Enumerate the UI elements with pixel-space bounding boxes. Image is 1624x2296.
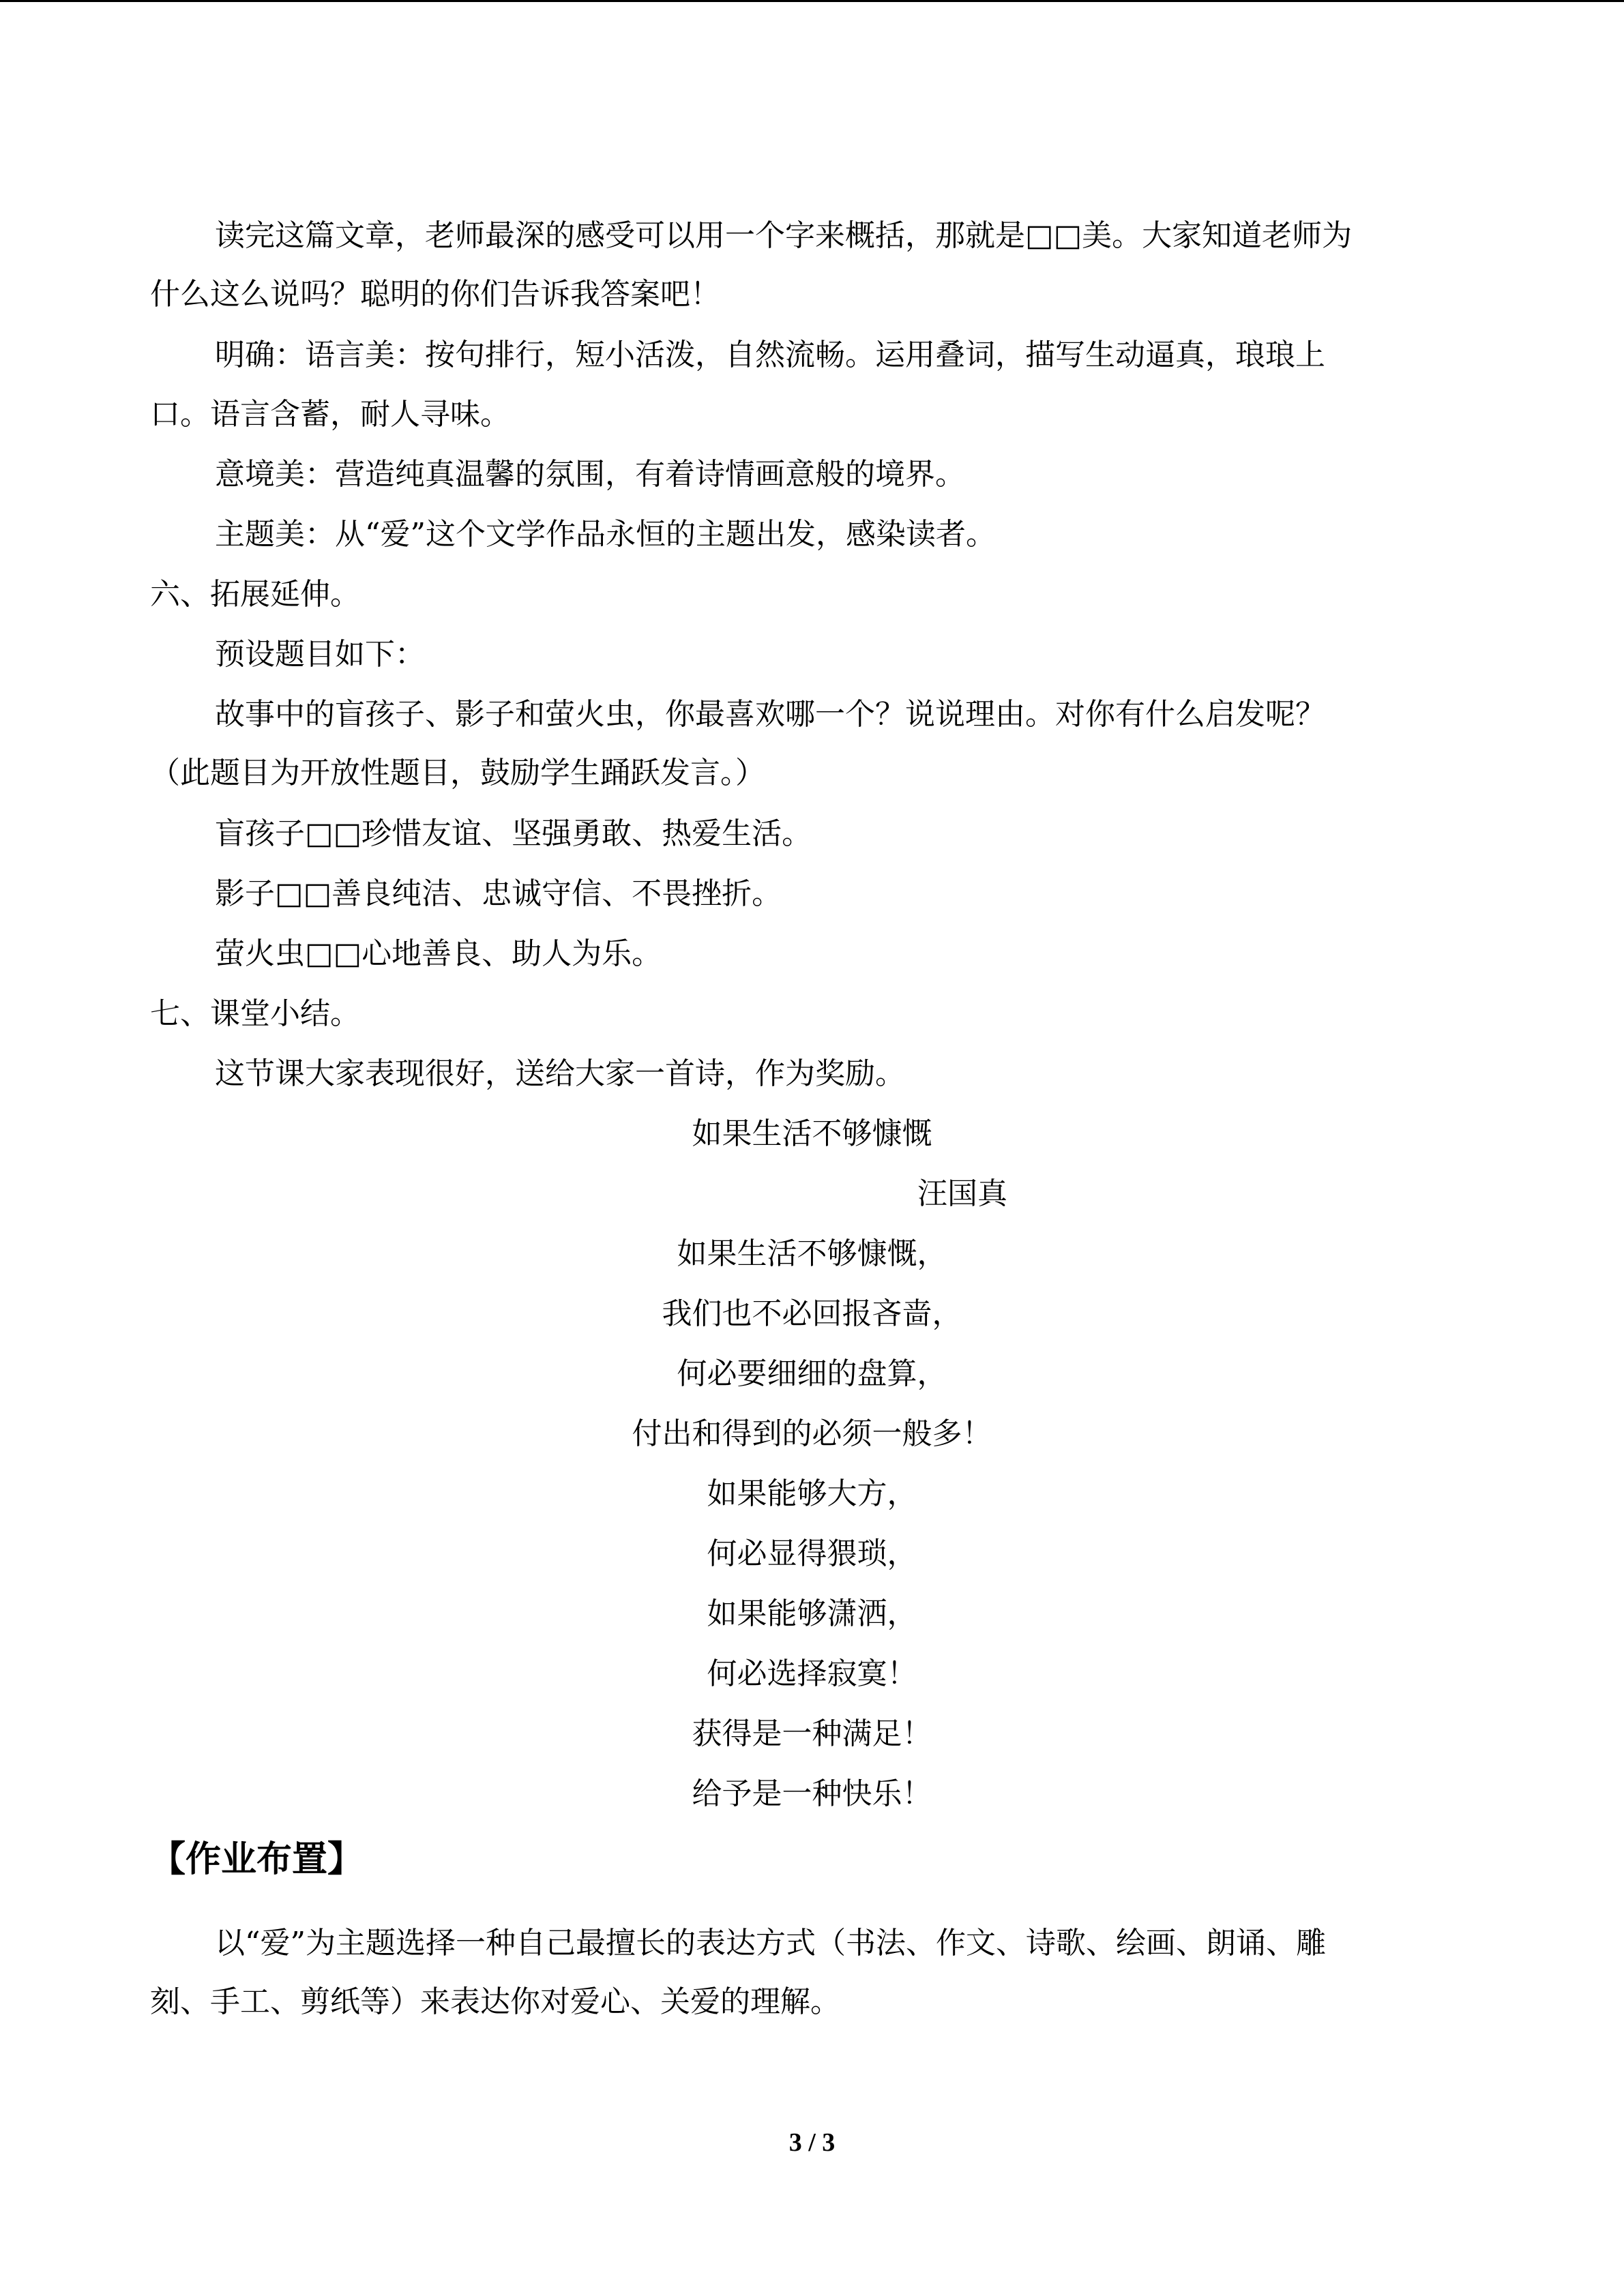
paragraph-intro-line2: 什么这么说吗？聪明的你们告诉我答案吧！ bbox=[150, 277, 720, 312]
poem-line: 何必显得猥琐， bbox=[707, 1536, 917, 1571]
paragraph-preset-question: 预设题目如下： bbox=[215, 637, 425, 672]
paragraph-language-line1: 明确：语言美：按句排行，短小活泼，自然流畅。运用叠词，描写生动逼真，琅琅上 bbox=[215, 338, 1325, 372]
paragraph-shadow: 影子□□善良纯洁、忠诚守信、不畏挫折。 bbox=[215, 876, 782, 911]
paragraph-firefly: 萤火虫□□心地善良、助人为乐。 bbox=[215, 936, 662, 971]
poem-line: 如果能够潇洒， bbox=[707, 1596, 917, 1631]
paragraph-question-line2: （此题目为开放性题目，鼓励学生踊跃发言。） bbox=[150, 756, 765, 790]
paragraph-intro-line1: 读完这篇文章，老师最深的感受可以用一个字来概括，那就是□□美。大家知道老师为 bbox=[215, 218, 1353, 253]
poem-line: 如果能够大方， bbox=[707, 1476, 917, 1511]
paragraph-language-line2: 口。语言含蓄，耐人寻味。 bbox=[150, 397, 510, 432]
homework-heading: 【作业布置】 bbox=[150, 1839, 364, 1880]
section-heading-summary: 七、课堂小结。 bbox=[150, 996, 360, 1031]
paragraph-theme: 主题美：从“爱”这个文学作品永恒的主题出发，感染读者。 bbox=[215, 517, 996, 552]
poem-line: 何必要细细的盘算， bbox=[677, 1356, 947, 1391]
paragraph-artistic-conception: 意境美：营造纯真温馨的氛围，有着诗情画意般的境界。 bbox=[215, 457, 965, 492]
poem-line: 我们也不必回报吝啬， bbox=[662, 1296, 962, 1331]
homework-line1: 以“爱”为主题选择一种自己最擅长的表达方式（书法、作文、诗歌、绘画、朗诵、雕 bbox=[215, 1926, 1326, 1960]
poem-line: 如果生活不够慷慨， bbox=[677, 1236, 947, 1271]
page-number: 3 / 3 bbox=[788, 2128, 836, 2157]
poem-author: 汪国真 bbox=[917, 1176, 1007, 1211]
poem-line: 付出和得到的必须一般多！ bbox=[632, 1416, 992, 1451]
paragraph-poem-intro: 这节课大家表现很好，送给大家一首诗，作为奖励。 bbox=[215, 1056, 905, 1091]
poem-title: 如果生活不够慷慨 bbox=[692, 1116, 932, 1151]
top-border-line bbox=[0, 0, 1624, 2]
poem-line: 给予是一种快乐！ bbox=[692, 1776, 932, 1811]
section-heading-extension: 六、拓展延伸。 bbox=[150, 577, 360, 612]
paragraph-question-line1: 故事中的盲孩子、影子和萤火虫，你最喜欢哪一个？说说理由。对你有什么启发呢？ bbox=[215, 697, 1325, 732]
homework-line2: 刻、手工、剪纸等）来表达你对爱心、关爱的理解。 bbox=[150, 1984, 840, 2019]
poem-line: 何必选择寂寞！ bbox=[707, 1656, 917, 1691]
paragraph-blind-child: 盲孩子□□珍惜友谊、坚强勇敢、热爱生活。 bbox=[215, 816, 812, 851]
poem-line: 获得是一种满足！ bbox=[692, 1716, 932, 1751]
